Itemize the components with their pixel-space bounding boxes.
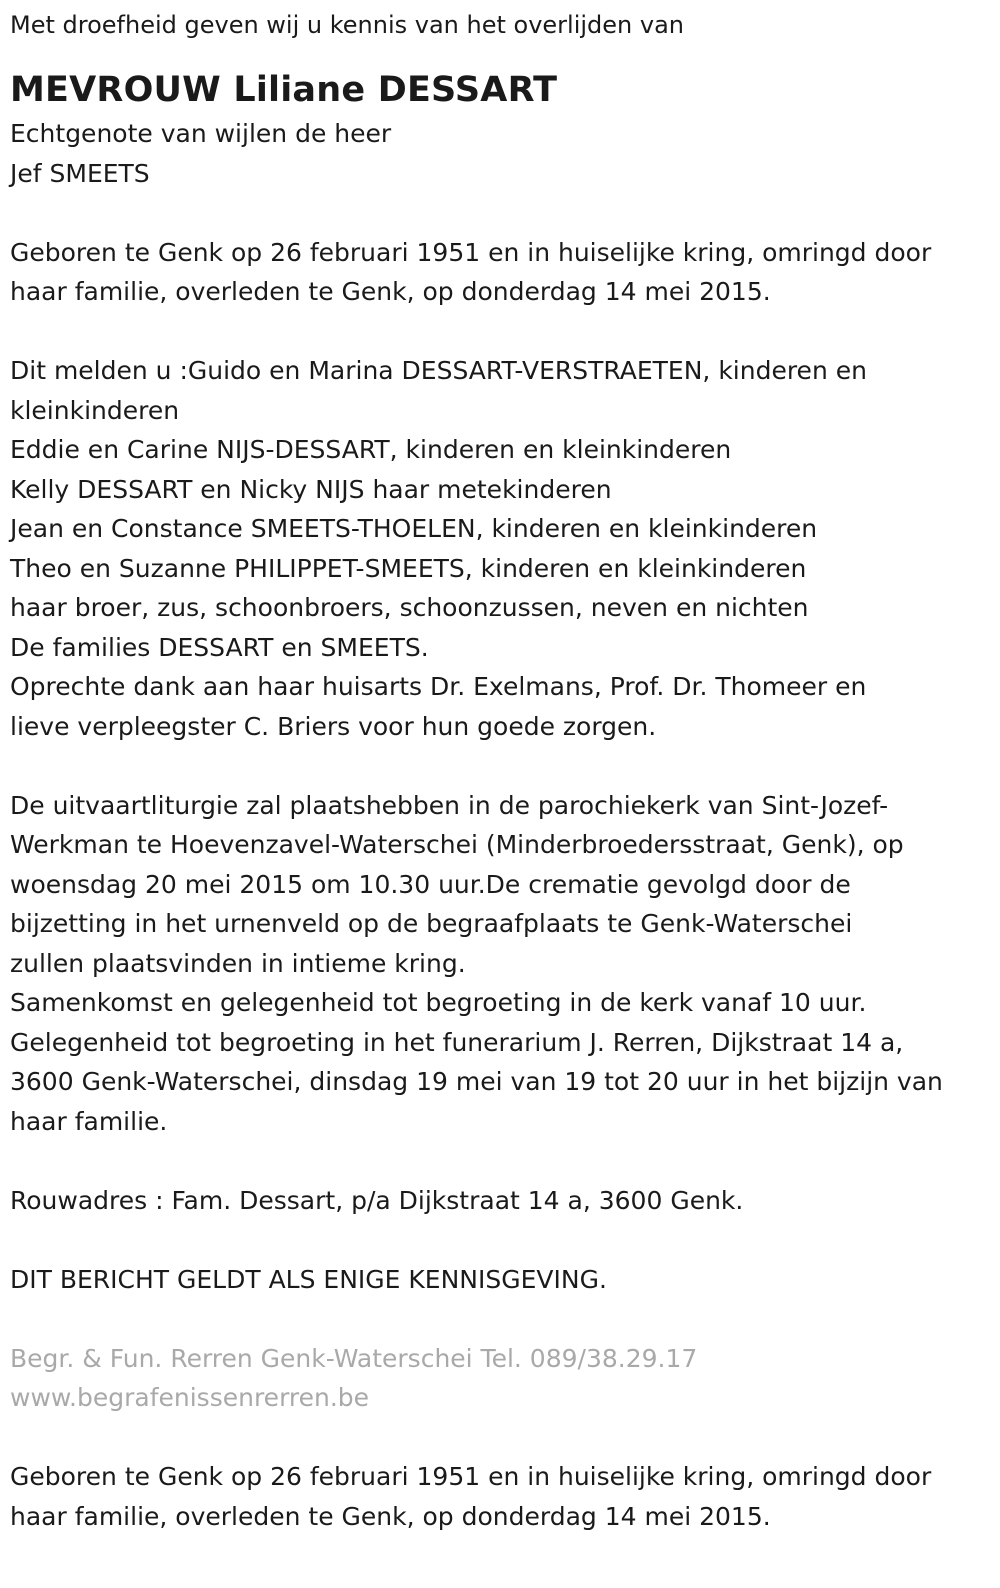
birth-line-2: haar familie, overleden te Genk, op donderdag 14 mei 2015. (10, 277, 771, 306)
family-line: Theo en Suzanne PHILIPPET-SMEETS, kinderen en kleinkinderen (10, 553, 807, 583)
spacer (10, 746, 1000, 786)
family-line: kleinkinderen (10, 395, 180, 425)
spacer (10, 1299, 1000, 1339)
family-section (10, 351, 1000, 746)
deceased-name: MEVROUW Liliane DESSART (10, 70, 558, 110)
family-line: Eddie en Carine NIJS-DESSART, kinderen en kleinkinderen (10, 435, 732, 464)
spacer (10, 312, 1000, 352)
funeral-line: woensdag 20 mei 2015 om 10.30 uur.De crematie gevolgd door de (10, 869, 851, 899)
birth-repeat-line-2: haar familie, overleden te Genk, op donderdag 14 mei 2015. (10, 1501, 771, 1531)
spouse-line-1: Echtgenote van wijlen de heer (10, 119, 392, 148)
funeral-line: zullen plaatsvinden in intieme kring. (10, 948, 466, 978)
spacer (10, 193, 1000, 233)
undertaker-website: www.begrafenissenrerren.be (10, 1383, 370, 1412)
spacer (10, 1220, 1000, 1260)
funeral-section (10, 786, 1000, 1142)
spacer (10, 1141, 1000, 1181)
funeral-line: Gelegenheid tot begroeting in het funerarium J. Rerren, Dijkstraat 14 a, (10, 1027, 904, 1057)
family-line: Dit melden u :Guido en Marina DESSART-VERSTRAETEN, kinderen en (10, 356, 867, 385)
spouse-line-2: Jef SMEETS (10, 158, 150, 188)
birth-line-1: Geboren te Genk op 26 februari 1951 en in huiselijke kring, omringd door (10, 237, 932, 267)
funeral-line: 3600 Genk-Waterschei, dinsdag 19 mei van 19 tot 20 uur in het bijzijn van (10, 1067, 943, 1096)
mourning-address: Rouwadres : Fam. Dessart, p/a Dijkstraat 14 a, 3600 Genk. (10, 1185, 744, 1215)
funeral-line: Samenkomst en gelegenheid tot begroeting in de kerk vanaf 10 uur. (10, 988, 867, 1017)
undertaker-contact: Begr. & Fun. Rerren Genk-Waterschei Tel. 089/38.29.17 (10, 1343, 698, 1373)
family-line: Jean en Constance SMEETS-THOELEN, kinderen en kleinkinderen (10, 514, 818, 543)
family-line: De families DESSART en SMEETS. (10, 632, 429, 662)
family-line: Kelly DESSART en Nicky NIJS haar metekinderen (10, 474, 612, 504)
birth-repeat-line-1: Geboren te Genk op 26 februari 1951 en in huiselijke kring, omringd door (10, 1462, 932, 1491)
funeral-line: Werkman te Hoevenzavel-Waterschei (Minderbroedersstraat, Genk), op (10, 830, 904, 859)
family-line: haar broer, zus, schoonbroers, schoonzussen, neven en nichten (10, 593, 809, 622)
family-line: Oprechte dank aan haar huisarts Dr. Exelmans, Prof. Dr. Thomeer en (10, 672, 867, 701)
funeral-line: haar familie. (10, 1106, 168, 1136)
official-notice: DIT BERICHT GELDT ALS ENIGE KENNISGEVING. (10, 1264, 607, 1294)
family-line: lieve verpleegster C. Briers voor hun goede zorgen. (10, 711, 657, 741)
funeral-line: bijzetting in het urnenveld op de begraafplaats te Genk-Waterschei (10, 909, 853, 938)
intro-text: Met droefheid geven wij u kennis van het overlijden van (10, 11, 685, 39)
spacer (10, 1418, 1000, 1458)
funeral-line: De uitvaartliturgie zal plaatshebben in de parochiekerk van Sint-Jozef- (10, 790, 889, 820)
